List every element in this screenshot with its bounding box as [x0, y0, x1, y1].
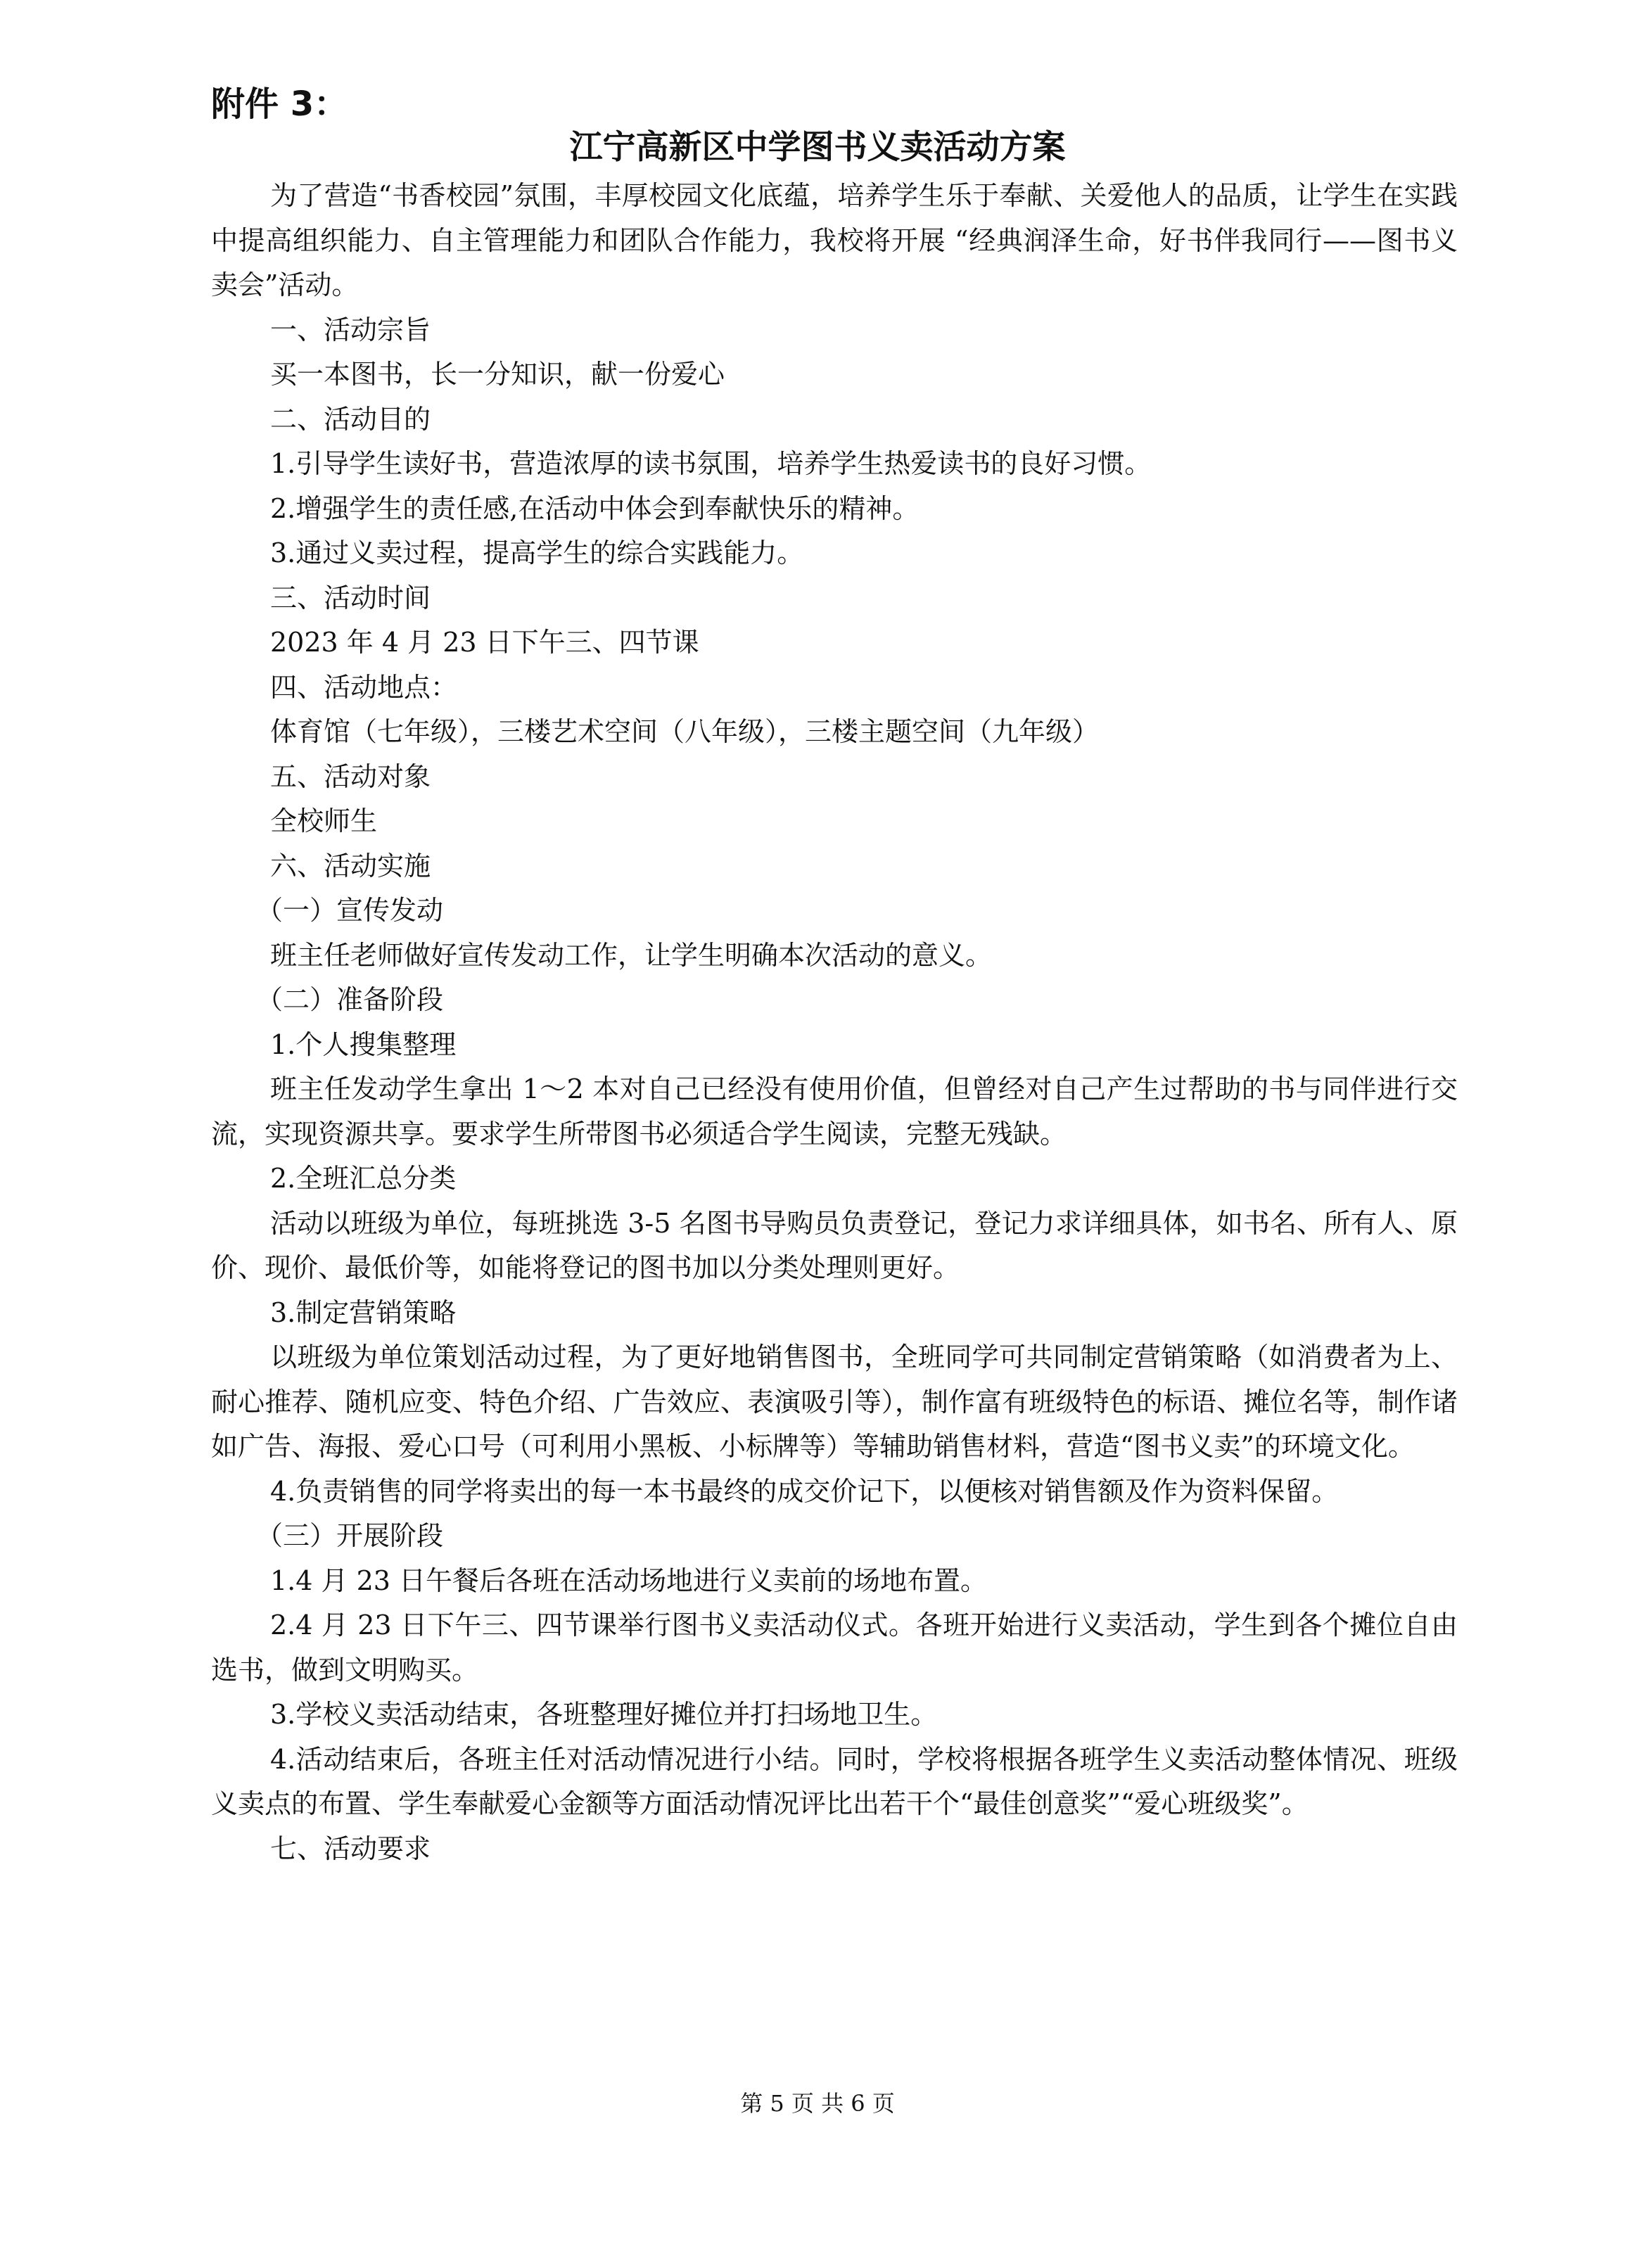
- section-heading: 六、活动实施: [270, 850, 431, 881]
- attachment-label: 附件 3：: [211, 84, 348, 124]
- section-heading: 一、活动宗旨: [270, 314, 431, 345]
- body-paragraph: 体育馆（七年级），三楼艺术空间（八年级），三楼主题空间（九年级）: [270, 716, 1100, 747]
- list-item: 3.通过义卖过程，提高学生的综合实践能力。: [270, 537, 804, 568]
- body-paragraph: 买一本图书，长一分知识，献一份爱心: [270, 359, 725, 390]
- section-heading: 二、活动目的: [270, 403, 431, 435]
- list-item: 2.4 月 23 日下午三、四节课举行图书义卖活动仪式。各班开始进行义卖活动，学生到各个摊位自由选书，做到文明购买。: [211, 1610, 1458, 1686]
- body-paragraph: 班主任发动学生拿出 1～2 本对自己已经没有使用价值，但曾经对自己产生过帮助的书与同伴进行交流，实现资源共享。要求学生所带图书必须适合学生阅读，完整无残缺。: [211, 1074, 1458, 1149]
- list-item: 3.制定营销策略: [270, 1297, 457, 1328]
- list-item: 2.增强学生的责任感,在活动中体会到奉献快乐的精神。: [270, 492, 920, 524]
- body-paragraph: 活动以班级为单位，每班挑选 3-5 名图书导购员负责登记，登记力求详细具体，如书名、所有人、原价、现价、最低价等，如能将登记的图书加以分类处理则更好。: [211, 1207, 1458, 1283]
- list-item: 4.活动结束后，各班主任对活动情况进行小结。同时，学校将根据各班学生义卖活动整体情况、班级义卖点的布置、学生奉献爱心金额等方面活动情况评比出若干个“最佳创意奖”“爱心班级奖”。: [211, 1743, 1458, 1819]
- list-item: 1.个人搜集整理: [270, 1028, 457, 1060]
- list-item: 1.引导学生读好书，营造浓厚的读书氛围，培养学生热爱读书的良好习惯。: [270, 448, 1152, 479]
- section-heading: 五、活动对象: [270, 760, 431, 792]
- body-paragraph: 全校师生: [270, 805, 378, 836]
- section-heading: 七、活动要求: [270, 1833, 431, 1864]
- list-item: 4.负责销售的同学将卖出的每一本书最终的成交价记下，以便核对销售额及作为资料保留。: [270, 1475, 1339, 1507]
- page-number-footer: 第 5 页 共 6 页: [740, 2090, 895, 2117]
- document-title: 江宁高新区中学图书义卖活动方案: [569, 128, 1066, 167]
- subsection-heading: （三）开展阶段: [256, 1520, 444, 1551]
- body-paragraph: 2023 年 4 月 23 日下午三、四节课: [270, 627, 699, 658]
- body-paragraph: 以班级为单位策划活动过程，为了更好地销售图书，全班同学可共同制定营销策略（如消费者为上、耐心推荐、随机应变、特色介绍、广告效应、表演吸引等），制作富有班级特色的标语、摊位名等，制作诸如广告、海报、爱心口号（可利用小黑板、小标牌等）等辅助销售材料，营造“图书义卖”的环境文化。: [211, 1342, 1458, 1462]
- list-item: 1.4 月 23 日午餐后各班在活动场地进行义卖前的场地布置。: [270, 1565, 988, 1596]
- section-heading: 四、活动地点：: [270, 671, 458, 703]
- list-item: 3.学校义卖活动结束，各班整理好摊位并打扫场地卫生。: [270, 1699, 938, 1730]
- list-item: 2.全班汇总分类: [270, 1163, 457, 1194]
- document-body: [211, 174, 1458, 1871]
- subsection-heading: （一）宣传发动: [256, 895, 444, 926]
- section-heading: 三、活动时间: [270, 582, 431, 613]
- body-paragraph: 班主任老师做好宣传发动工作，让学生明确本次活动的意义。: [270, 939, 993, 971]
- subsection-heading: （二）准备阶段: [256, 984, 444, 1015]
- intro-paragraph: 为了营造“书香校园”氛围，丰厚校园文化底蕴，培养学生乐于奉献、关爱他人的品质，让学生在实践中提高组织能力、自主管理能力和团队合作能力，我校将开展 “经典润泽生命，好书伴我同行——图书义卖会”活动。: [211, 180, 1458, 300]
